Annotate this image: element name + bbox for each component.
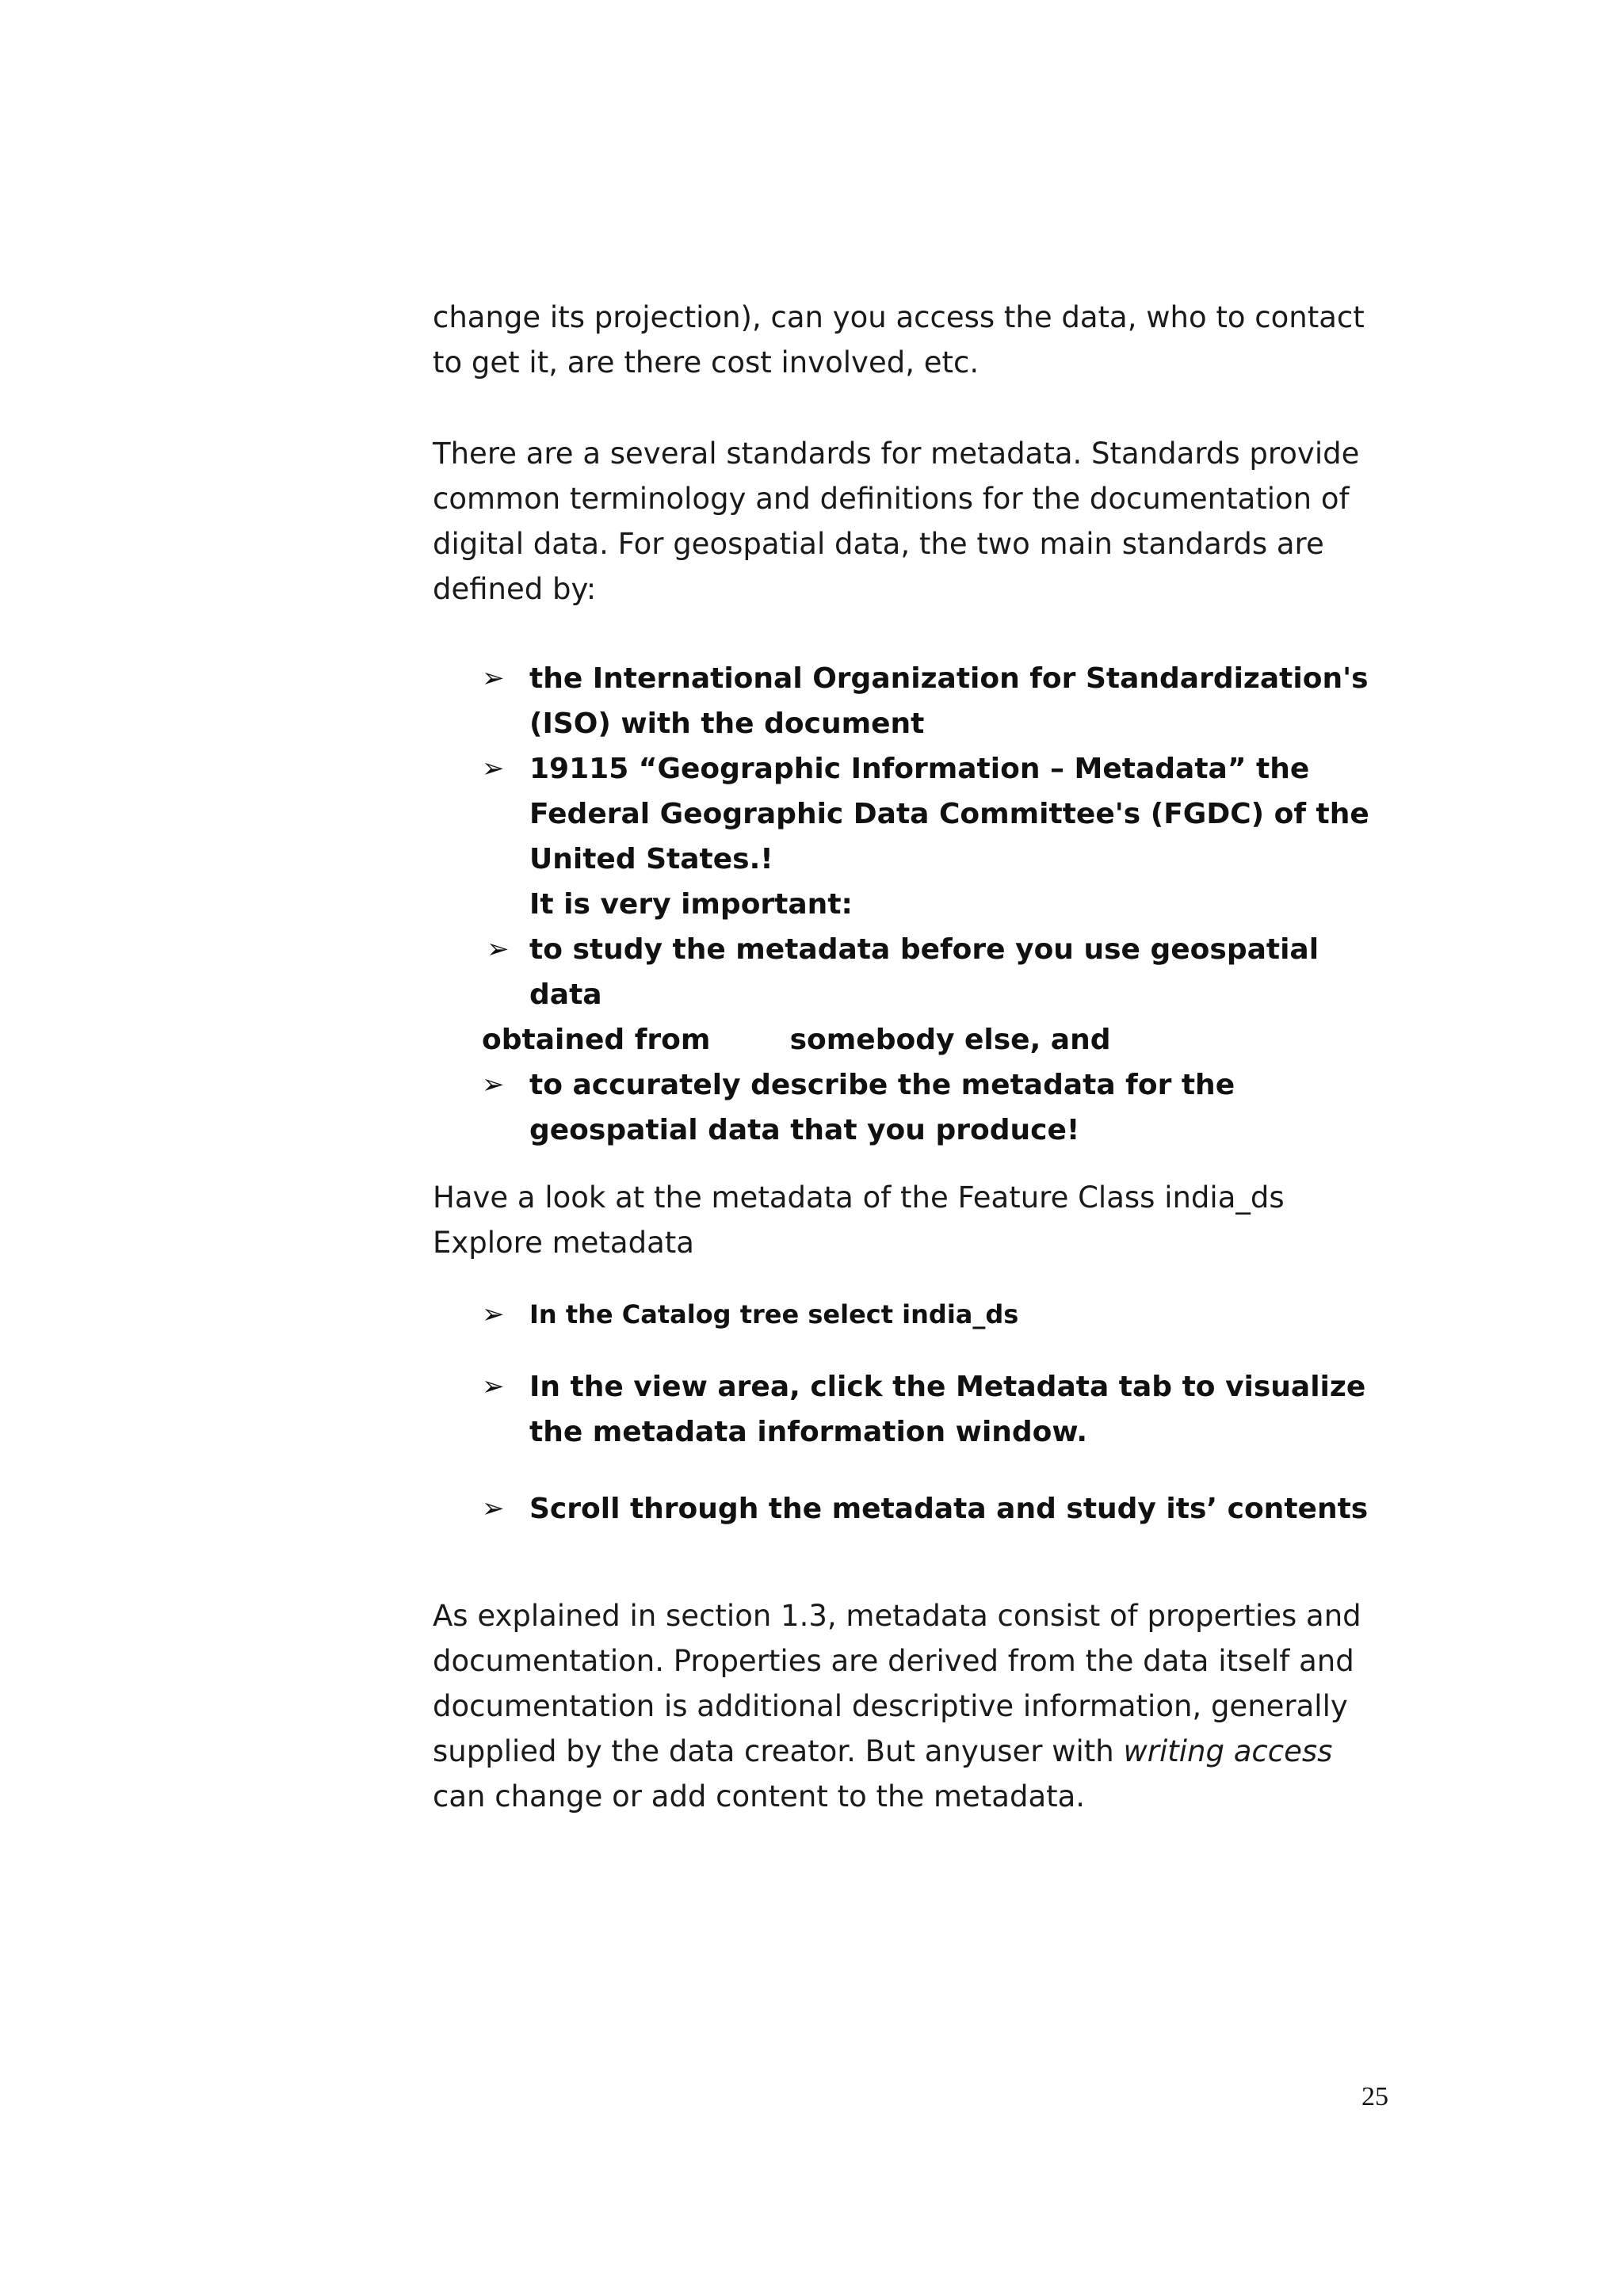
paragraph-text: can change or add content to the metadata. — [433, 1779, 1086, 1814]
paragraph-properties-documentation — [433, 1593, 1384, 1819]
arrow-bullet-icon: ➢ — [482, 1299, 505, 1330]
page-content — [433, 295, 1384, 1819]
list-item — [433, 1062, 1384, 1153]
list-item-text: the International Organization for Standardization's (ISO) with the document — [529, 662, 1369, 740]
list-item-text: In the view area, click the Metadata tab to visualize the metadata information window. — [529, 1371, 1366, 1448]
explore-list — [433, 1292, 1384, 1337]
list-item-text: 19115 “Geographic Information – Metadata” the Federal Geographic Data Committee's (FGDC) of the United States.! — [529, 753, 1369, 875]
list-item — [433, 1292, 1384, 1337]
list-item — [433, 927, 1384, 1017]
list-item — [433, 1364, 1384, 1455]
paragraph-intro: change its projection), can you access the data, who to contact to get it, are there cost involved, etc. — [433, 300, 1365, 379]
list-item-wrap-text: obtained from somebody else, and — [482, 1024, 1111, 1056]
standards-list-continued — [433, 1062, 1384, 1153]
arrow-bullet-icon: ➢ — [482, 1069, 505, 1100]
page-number: 25 — [1361, 2082, 1388, 2111]
arrow-bullet-icon: ➢ — [482, 753, 505, 784]
arrow-bullet-icon: ➢ — [482, 662, 505, 694]
paragraph-standards: There are a several standards for metadata. Standards provide common terminology and definitions for the documentation of digital data. For geospatial data, the two main standards are defined by: — [433, 437, 1360, 606]
arrow-bullet-icon: ➢ — [482, 1493, 505, 1524]
arrow-bullet-icon: ➢ — [482, 1371, 505, 1402]
paragraph-text: As explained in section 1.3, metadata consist of properties and documentation. Properties are derived from the data itself and documentation is additional descriptive information, generally supplied by the data creator. But anyuser with — [433, 1599, 1361, 1768]
list-continuation-text: It is very important: — [529, 888, 853, 921]
arrow-bullet-icon: ➢ — [487, 933, 510, 965]
list-item-text: to study the metadata before you use geospatial data — [529, 933, 1319, 1011]
paragraph-explore-metadata: Explore metadata — [433, 1226, 694, 1260]
list-item — [433, 1486, 1384, 1531]
emphasis-text: writing access — [1123, 1734, 1333, 1768]
explore-list-2 — [433, 1364, 1384, 1455]
explore-list-3 — [433, 1486, 1384, 1531]
list-item — [433, 746, 1384, 882]
list-item — [433, 656, 1384, 746]
list-item-text: Scroll through the metadata and study its’ contents — [529, 1493, 1369, 1525]
paragraph-look-metadata: Have a look at the metadata of the Feature Class india_ds — [433, 1180, 1285, 1215]
list-item-text: In the Catalog tree select india_ds — [529, 1299, 1019, 1329]
list-item-text: to accurately describe the metadata for the geospatial data that you produce! — [529, 1069, 1235, 1146]
standards-list — [433, 656, 1384, 882]
